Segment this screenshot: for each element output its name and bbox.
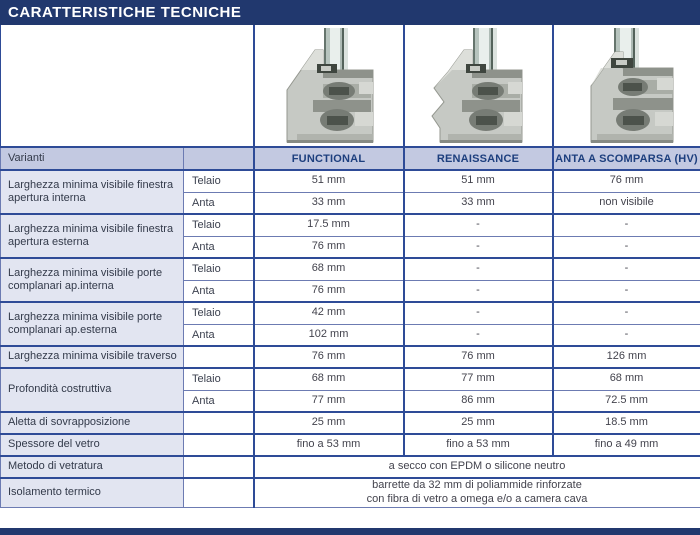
value-line: con fibra di vetro a omega e/o a camera cava bbox=[366, 492, 588, 505]
value-cell: 102 mm bbox=[254, 324, 404, 346]
window-profile-functional-image bbox=[254, 25, 404, 147]
value-cell: - bbox=[553, 258, 700, 280]
sub-label: Telaio bbox=[184, 170, 254, 192]
value-cell: - bbox=[404, 214, 553, 236]
table-row bbox=[1, 456, 700, 478]
row-label: Larghezza minima visibile finestra apertura esterna bbox=[1, 214, 184, 258]
table-row bbox=[1, 214, 700, 236]
sub-label: Anta bbox=[184, 192, 254, 214]
variants-empty-cell bbox=[184, 147, 254, 170]
table-row bbox=[1, 368, 700, 390]
sub-label bbox=[184, 412, 254, 434]
variants-label: Varianti bbox=[1, 147, 184, 170]
value-cell: 25 mm bbox=[404, 412, 553, 434]
value-cell: - bbox=[553, 280, 700, 302]
value-cell: non visibile bbox=[553, 192, 700, 214]
value-cell: fino a 53 mm bbox=[404, 434, 553, 456]
value-cell: 77 mm bbox=[404, 368, 553, 390]
value-cell: - bbox=[404, 236, 553, 258]
sub-label bbox=[184, 478, 254, 507]
sub-label: Anta bbox=[184, 280, 254, 302]
value-cell: - bbox=[404, 302, 553, 324]
row-label: Spessore del vetro bbox=[1, 434, 184, 456]
row-label: Larghezza minima visibile traverso bbox=[1, 346, 184, 368]
table-row bbox=[1, 170, 700, 192]
value-cell: 68 mm bbox=[553, 368, 700, 390]
value-cell: - bbox=[553, 324, 700, 346]
value-cell: fino a 53 mm bbox=[254, 434, 404, 456]
spanning-value-cell bbox=[254, 456, 700, 478]
page-title: CARATTERISTICHE TECNICHE bbox=[8, 4, 242, 21]
row-label: Profondità costruttiva bbox=[1, 368, 184, 412]
sub-label: Anta bbox=[184, 324, 254, 346]
value-cell: - bbox=[404, 258, 553, 280]
table-row bbox=[1, 302, 700, 324]
value-cell: fino a 49 mm bbox=[553, 434, 700, 456]
value-cell: 51 mm bbox=[254, 170, 404, 192]
value-cell: 76 mm bbox=[254, 236, 404, 258]
sub-label bbox=[184, 456, 254, 478]
table-row bbox=[1, 434, 700, 456]
sub-label: Telaio bbox=[184, 214, 254, 236]
value-cell: 33 mm bbox=[254, 192, 404, 214]
row-label: Larghezza minima visibile porte complanari ap.interna bbox=[1, 258, 184, 302]
value-cell: 42 mm bbox=[254, 302, 404, 324]
window-profile-anta-scomparsa-image bbox=[553, 25, 700, 147]
row-label: Larghezza minima visibile porte complanari ap.esterna bbox=[1, 302, 184, 346]
sub-label: Anta bbox=[184, 390, 254, 412]
value-cell: 25 mm bbox=[254, 412, 404, 434]
sub-label bbox=[184, 346, 254, 368]
profile-images-row bbox=[1, 25, 700, 147]
row-label: Isolamento termico bbox=[1, 478, 184, 507]
value-cell: 68 mm bbox=[254, 258, 404, 280]
column-header-anta-scomparsa: ANTA A SCOMPARSA (HV) bbox=[553, 147, 700, 170]
table-row bbox=[1, 258, 700, 280]
value-cell: 77 mm bbox=[254, 390, 404, 412]
sub-label bbox=[184, 434, 254, 456]
column-header-functional: FUNCTIONAL bbox=[254, 147, 404, 170]
column-header-renaissance: RENAISSANCE bbox=[404, 147, 553, 170]
value-cell: - bbox=[404, 324, 553, 346]
sub-label: Anta bbox=[184, 236, 254, 258]
technical-characteristics-table bbox=[0, 25, 700, 508]
value-cell: 51 mm bbox=[404, 170, 553, 192]
window-profile-renaissance-image bbox=[404, 25, 553, 147]
variants-header-row bbox=[1, 147, 700, 170]
spanning-value-cell bbox=[254, 478, 700, 507]
value-cell: 76 mm bbox=[254, 346, 404, 368]
value-cell: 76 mm bbox=[553, 170, 700, 192]
sub-label: Telaio bbox=[184, 258, 254, 280]
page-title-bar bbox=[0, 0, 700, 25]
table-row bbox=[1, 478, 700, 507]
value-cell: 33 mm bbox=[404, 192, 553, 214]
value-cell: 86 mm bbox=[404, 390, 553, 412]
empty-corner-cell bbox=[1, 25, 254, 147]
bottom-accent-bar bbox=[0, 528, 700, 535]
value-cell: 68 mm bbox=[254, 368, 404, 390]
table-row bbox=[1, 346, 700, 368]
sub-label: Telaio bbox=[184, 302, 254, 324]
value-cell: 17.5 mm bbox=[254, 214, 404, 236]
value-line: a secco con EPDM o silicone neutro bbox=[388, 460, 566, 473]
value-cell: 72.5 mm bbox=[553, 390, 700, 412]
value-cell: - bbox=[553, 214, 700, 236]
row-label: Metodo di vetratura bbox=[1, 456, 184, 478]
value-cell: - bbox=[404, 280, 553, 302]
row-label: Larghezza minima visibile finestra apertura interna bbox=[1, 170, 184, 214]
row-label: Aletta di sovrapposizione bbox=[1, 412, 184, 434]
value-cell: 18.5 mm bbox=[553, 412, 700, 434]
value-cell: 76 mm bbox=[404, 346, 553, 368]
value-cell: - bbox=[553, 236, 700, 258]
value-line: barrette da 32 mm di poliammide rinforzate bbox=[372, 479, 582, 491]
value-cell: 126 mm bbox=[553, 346, 700, 368]
value-cell: 76 mm bbox=[254, 280, 404, 302]
value-cell: - bbox=[553, 302, 700, 324]
sub-label: Telaio bbox=[184, 368, 254, 390]
table-row bbox=[1, 412, 700, 434]
